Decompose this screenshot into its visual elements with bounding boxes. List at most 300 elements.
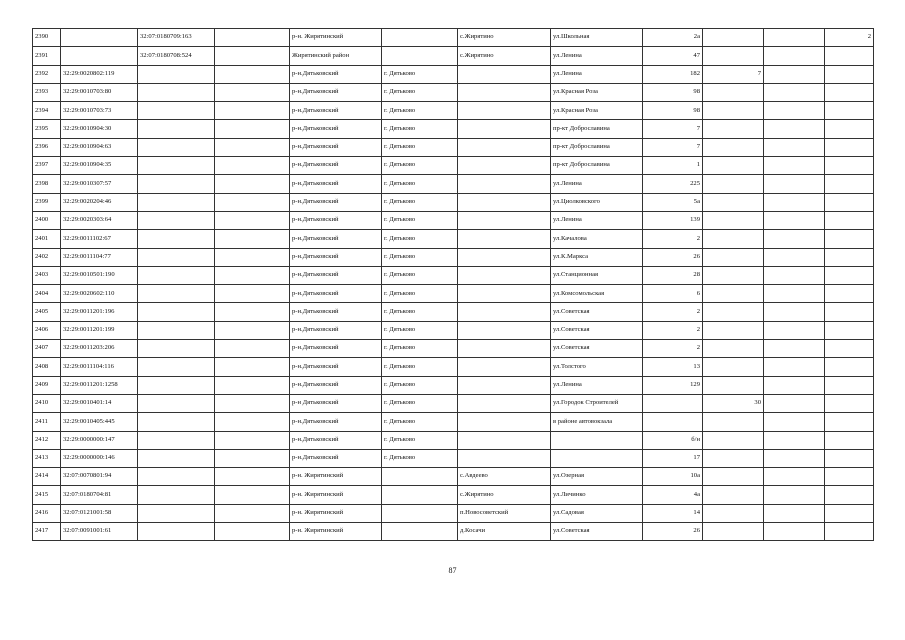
cell-extra [764,175,825,193]
cell-street: ул.Личинко [551,486,643,504]
cell-district: р-н. Жирятинский [290,468,382,486]
cell-cadastral-2 [138,175,215,193]
cell-cadastral-2 [138,486,215,504]
cell-number: 2393 [33,83,61,101]
cell-cadastral-2 [138,449,215,467]
cell-extra [764,394,825,412]
cell-building [703,431,764,449]
cell-cadastral-2 [138,358,215,376]
cell-empty [215,431,290,449]
cell-building [703,413,764,431]
cell-cadastral-2 [138,120,215,138]
cell-extra [764,376,825,394]
cell-empty [215,449,290,467]
table-row [33,303,874,321]
cell-district: р-н. Жирятинский [290,29,382,47]
cell-building [703,486,764,504]
cell-cadastral-2 [138,65,215,83]
cell-empty [215,486,290,504]
cell-district: р-н. Жирятинский [290,486,382,504]
cell-district: р-н.Дятьковский [290,248,382,266]
cell-cadastral-1: 32:29:0010904:63 [61,138,138,156]
cell-number: 2415 [33,486,61,504]
cell-number: 2410 [33,394,61,412]
cell-cadastral-2 [138,321,215,339]
cell-building [703,449,764,467]
cell-apartment [825,523,874,541]
cell-street: ул.К.Маркса [551,248,643,266]
cell-district: р-н.Дятьковский [290,449,382,467]
cell-city: г. Дятьково [382,266,458,284]
cell-street: ул.Циолковского [551,193,643,211]
cell-extra [764,120,825,138]
cell-district: р-н.Дятьковский [290,431,382,449]
table-row [33,138,874,156]
cell-district: р-н.Дятьковский [290,266,382,284]
cell-street: ул.Советская [551,321,643,339]
cell-building [703,285,764,303]
table-row [33,523,874,541]
cell-empty [215,157,290,175]
cell-extra [764,504,825,522]
cell-house: 98 [643,83,703,101]
cell-settlement [458,358,551,376]
cell-street: ул.Качалова [551,230,643,248]
cell-extra [764,303,825,321]
cell-street: ул.Ленина [551,47,643,65]
cell-apartment [825,248,874,266]
cell-district: р-н.Дятьковский [290,102,382,120]
cell-house: 47 [643,47,703,65]
cell-apartment [825,266,874,284]
cell-empty [215,65,290,83]
cell-extra [764,47,825,65]
cell-extra [764,449,825,467]
cell-apartment [825,340,874,358]
cell-empty [215,266,290,284]
cell-building [703,340,764,358]
cell-extra [764,413,825,431]
cell-cadastral-2 [138,504,215,522]
cell-apartment [825,449,874,467]
cell-cadastral-2 [138,376,215,394]
cell-settlement [458,394,551,412]
cell-number: 2412 [33,431,61,449]
cell-district: р-н.Дятьковский [290,321,382,339]
cell-cadastral-1: 32:29:0020802:119 [61,65,138,83]
cell-city: г. Дятьково [382,248,458,266]
cell-cadastral-1: 32:29:0010703:73 [61,102,138,120]
cell-building [703,193,764,211]
cell-apartment [825,230,874,248]
cell-extra [764,83,825,101]
table-row [33,248,874,266]
cell-number: 2399 [33,193,61,211]
table-row [33,230,874,248]
cell-house: 139 [643,211,703,229]
cell-apartment [825,47,874,65]
cell-empty [215,523,290,541]
cell-district: р-н.Дятьковский [290,230,382,248]
cell-apartment [825,431,874,449]
cell-city: г. Дятьково [382,394,458,412]
table-row [33,83,874,101]
cell-settlement [458,230,551,248]
cell-house: 13 [643,358,703,376]
cell-settlement [458,431,551,449]
cell-building [703,102,764,120]
cell-empty [215,468,290,486]
cell-settlement [458,285,551,303]
cell-cadastral-2 [138,138,215,156]
cell-district: р-н. Жирятинский [290,523,382,541]
cell-settlement: с.Жирятино [458,47,551,65]
cell-city: г. Дятьково [382,321,458,339]
cell-city: г. Дятьково [382,157,458,175]
cell-house: 1 [643,157,703,175]
cell-building [703,29,764,47]
cell-street: ул.Городок Строителей [551,394,643,412]
cell-house: 7 [643,138,703,156]
cell-house [643,413,703,431]
cell-city: г. Дятьково [382,303,458,321]
cell-apartment [825,102,874,120]
cell-house: 28 [643,266,703,284]
cell-city: г. Дятьково [382,65,458,83]
cell-apartment [825,193,874,211]
cell-house: 7 [643,120,703,138]
cell-empty [215,83,290,101]
cell-extra [764,285,825,303]
cell-apartment [825,394,874,412]
cell-district: р-н.Дятьковский [290,358,382,376]
cell-number: 2406 [33,321,61,339]
cell-apartment [825,211,874,229]
cell-empty [215,138,290,156]
cell-city: г. Дятьково [382,340,458,358]
table-row [33,413,874,431]
cell-empty [215,248,290,266]
cell-building [703,523,764,541]
table-row [33,486,874,504]
cell-cadastral-1: 32:07:0180704:81 [61,486,138,504]
cell-cadastral-1: 32:29:0011102:67 [61,230,138,248]
table-row [33,65,874,83]
cell-house: 6 [643,285,703,303]
cell-cadastral-1: 32:29:0010904:35 [61,157,138,175]
table-row [33,211,874,229]
cell-cadastral-1: 32:29:0011104:77 [61,248,138,266]
cell-building [703,266,764,284]
cell-settlement [458,65,551,83]
cell-city: г. Дятьково [382,376,458,394]
cell-district: р-н.Дятьковский [290,303,382,321]
table-row [33,47,874,65]
cell-extra [764,523,825,541]
cell-street: ул.Красная Роза [551,102,643,120]
cell-district: р-н Дятьковский [290,394,382,412]
cell-house: 2 [643,303,703,321]
cell-building [703,83,764,101]
cell-extra [764,321,825,339]
cell-city: г. Дятьково [382,449,458,467]
cell-street: ул.Комсомольская [551,285,643,303]
cell-district: р-н.Дятьковский [290,211,382,229]
cell-empty [215,285,290,303]
cell-settlement: с.Жирятино [458,486,551,504]
cell-district: р-н.Дятьковский [290,157,382,175]
cell-cadastral-2 [138,303,215,321]
cell-cadastral-1: 32:29:0000000:147 [61,431,138,449]
cell-street: ул.Толстого [551,358,643,376]
cell-cadastral-1: 32:29:0010405:445 [61,413,138,431]
cell-empty [215,504,290,522]
cell-apartment: 2 [825,29,874,47]
cell-apartment [825,413,874,431]
cell-number: 2400 [33,211,61,229]
cell-settlement: с.Авдеево [458,468,551,486]
cell-street [551,431,643,449]
cell-apartment [825,120,874,138]
cell-house [643,394,703,412]
cell-building [703,120,764,138]
cell-building [703,230,764,248]
cell-house: 129 [643,376,703,394]
cell-number: 2408 [33,358,61,376]
cell-number: 2398 [33,175,61,193]
cell-cadastral-1: 32:07:0091001:61 [61,523,138,541]
cell-cadastral-1: 32:29:0010401:14 [61,394,138,412]
registry-table [32,28,874,541]
cell-district: р-н.Дятьковский [290,83,382,101]
cell-number: 2401 [33,230,61,248]
cell-street: пр-кт Доброславина [551,157,643,175]
cell-settlement [458,120,551,138]
table-row [33,340,874,358]
cell-city: г. Дятьково [382,211,458,229]
cell-empty [215,175,290,193]
cell-house: б/н [643,431,703,449]
cell-cadastral-2 [138,523,215,541]
cell-apartment [825,285,874,303]
cell-apartment [825,65,874,83]
cell-city: г. Дятьково [382,358,458,376]
cell-street: ул.Ленина [551,175,643,193]
cell-house: 26 [643,523,703,541]
cell-extra [764,102,825,120]
cell-extra [764,138,825,156]
cell-building [703,211,764,229]
cell-city [382,29,458,47]
cell-apartment [825,157,874,175]
cell-street: ул.Озерная [551,468,643,486]
cell-cadastral-2 [138,193,215,211]
cell-cadastral-2 [138,394,215,412]
cell-number: 2391 [33,47,61,65]
table-body [33,29,874,541]
cell-city: г. Дятьково [382,138,458,156]
cell-number: 2411 [33,413,61,431]
table-row [33,29,874,47]
cell-empty [215,413,290,431]
cell-apartment [825,376,874,394]
cell-settlement [458,449,551,467]
cell-extra [764,468,825,486]
cell-district: р-н.Дятьковский [290,193,382,211]
cell-settlement [458,138,551,156]
cell-empty [215,102,290,120]
cell-number: 2402 [33,248,61,266]
cell-apartment [825,486,874,504]
cell-cadastral-2 [138,431,215,449]
cell-settlement: д.Косачи [458,523,551,541]
cell-apartment [825,504,874,522]
cell-house: 17 [643,449,703,467]
cell-building [703,358,764,376]
cell-settlement: с.Жирятино [458,29,551,47]
cell-house: 2 [643,230,703,248]
cell-building [703,157,764,175]
cell-number: 2413 [33,449,61,467]
cell-city: г. Дятьково [382,230,458,248]
cell-house: 182 [643,65,703,83]
cell-house: 225 [643,175,703,193]
cell-extra [764,211,825,229]
cell-number: 2403 [33,266,61,284]
cell-extra [764,340,825,358]
table-row [33,504,874,522]
cell-cadastral-1: 32:29:0011201:199 [61,321,138,339]
cell-district: р-н.Дятьковский [290,413,382,431]
cell-house: 14 [643,504,703,522]
cell-extra [764,65,825,83]
cell-cadastral-2 [138,83,215,101]
page-number: 87 [448,566,457,575]
cell-cadastral-2: 32:07:0180708:524 [138,47,215,65]
cell-settlement [458,83,551,101]
table-row [33,358,874,376]
cell-street: ул.Советская [551,303,643,321]
cell-district: р-н.Дятьковский [290,376,382,394]
cell-empty [215,321,290,339]
cell-cadastral-2 [138,285,215,303]
cell-extra [764,29,825,47]
cell-house: 10а [643,468,703,486]
cell-number: 2395 [33,120,61,138]
cell-number: 2390 [33,29,61,47]
cell-city [382,523,458,541]
cell-city: г. Дятьково [382,285,458,303]
cell-city: г. Дятьково [382,102,458,120]
table-row [33,175,874,193]
cell-street: ул.Садовая [551,504,643,522]
cell-house: 2 [643,321,703,339]
cell-number: 2407 [33,340,61,358]
cell-street: пр-кт Доброславина [551,120,643,138]
cell-cadastral-2: 32:07:0180709:163 [138,29,215,47]
cell-cadastral-1: 32:29:0010501:190 [61,266,138,284]
cell-number: 2392 [33,65,61,83]
cell-cadastral-1: 32:29:0011203:206 [61,340,138,358]
cell-empty [215,303,290,321]
cell-city: г. Дятьково [382,175,458,193]
cell-house: 98 [643,102,703,120]
cell-settlement [458,157,551,175]
cell-number: 2417 [33,523,61,541]
cell-district: р-н.Дятьковский [290,340,382,358]
table-row [33,285,874,303]
cell-apartment [825,468,874,486]
cell-number: 2397 [33,157,61,175]
table-row [33,468,874,486]
cell-settlement [458,102,551,120]
cell-building: 30 [703,394,764,412]
cell-house: 26 [643,248,703,266]
cell-number: 2416 [33,504,61,522]
cell-cadastral-2 [138,102,215,120]
cell-empty [215,120,290,138]
cell-settlement [458,175,551,193]
cell-district: р-н.Дятьковский [290,138,382,156]
cell-empty [215,230,290,248]
cell-apartment [825,321,874,339]
cell-street [551,449,643,467]
cell-settlement: п.Новосоветский [458,504,551,522]
cell-settlement [458,376,551,394]
cell-extra [764,193,825,211]
table-row [33,449,874,467]
cell-settlement [458,211,551,229]
cell-city [382,504,458,522]
cell-street: ул.Ленина [551,211,643,229]
cell-street: ул.Ленина [551,376,643,394]
cell-cadastral-2 [138,248,215,266]
cell-street: ул.Советская [551,523,643,541]
cell-settlement [458,248,551,266]
cell-number: 2394 [33,102,61,120]
cell-street: ул.Советская [551,340,643,358]
cell-apartment [825,175,874,193]
cell-house: 4а [643,486,703,504]
cell-settlement [458,413,551,431]
cell-cadastral-1: 32:29:0000000:146 [61,449,138,467]
cell-cadastral-2 [138,468,215,486]
cell-cadastral-2 [138,230,215,248]
table-row [33,102,874,120]
cell-building [703,504,764,522]
cell-city: г. Дятьково [382,120,458,138]
cell-building [703,376,764,394]
cell-settlement [458,340,551,358]
cell-cadastral-2 [138,211,215,229]
cell-cadastral-2 [138,413,215,431]
cell-number: 2405 [33,303,61,321]
cell-house: 2 [643,340,703,358]
cell-number: 2414 [33,468,61,486]
cell-extra [764,358,825,376]
table-row [33,266,874,284]
cell-empty [215,211,290,229]
cell-district: р-н. Жирятинский [290,504,382,522]
cell-city: г. Дятьково [382,193,458,211]
cell-empty [215,29,290,47]
cell-district: р-н.Дятьковский [290,65,382,83]
cell-building [703,468,764,486]
cell-number: 2396 [33,138,61,156]
table-row [33,120,874,138]
cell-empty [215,47,290,65]
cell-building [703,248,764,266]
